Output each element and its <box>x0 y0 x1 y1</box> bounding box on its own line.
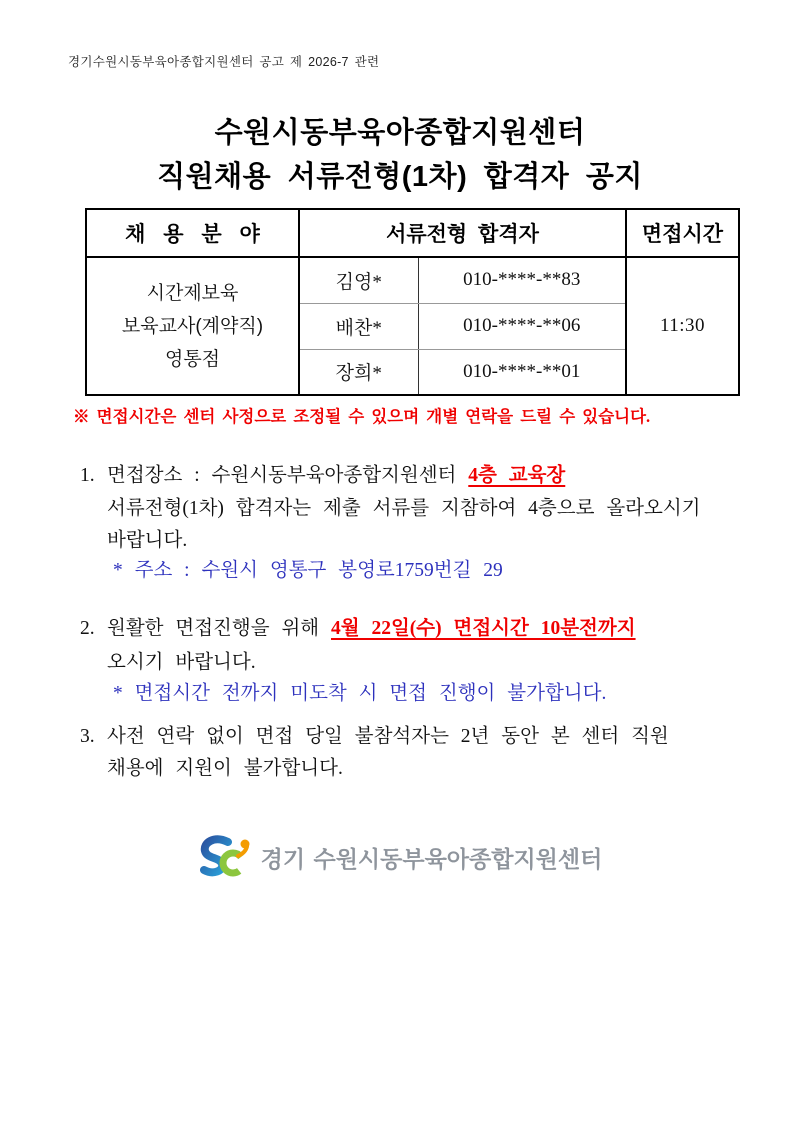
category-cell <box>86 257 299 395</box>
item1-text: 면접장소 : 수원시동부육아종합지원센터 <box>107 465 469 486</box>
table-header-row <box>86 209 739 257</box>
item2-line1 <box>80 612 636 640</box>
item2-line2: 오시기 바랍니다. <box>107 652 256 673</box>
category-line: 시간제보육 <box>146 282 239 304</box>
item1-line2: 서류전형(1차) 합격자는 제출 서류를 지참하여 4층으로 올라오시기 <box>107 498 701 519</box>
passer-name: 김영* <box>299 257 418 303</box>
center-logo-icon <box>198 834 252 880</box>
title-line-1: 수원시동부육아종합지원센터 <box>214 117 586 149</box>
item1-highlight: 4층 교육장 <box>468 465 566 486</box>
passer-name: 장희* <box>299 349 418 395</box>
item2-number: 2. <box>80 618 95 639</box>
category-line: 보육교사(계약직) <box>121 315 264 337</box>
item3-line1 <box>80 720 669 748</box>
item2-highlight: 4월 22일(수) 면접시간 10분전까지 <box>331 618 636 639</box>
item1-line1 <box>80 459 565 487</box>
item1-line3: 바랍니다. <box>107 530 188 551</box>
passer-phone: 010-****-**06 <box>418 303 626 349</box>
interview-time-cell: 11:30 <box>626 257 739 395</box>
interview-time-warning: ※ 면접시간은 센터 사정으로 조정될 수 있으며 개별 연락을 드릴 수 있습니다. <box>73 407 651 426</box>
reference-line: 경기수원시동부육아종합지원센터 공고 제 2026-7 관련 <box>68 55 380 69</box>
footer-org-name: 경기 수원시동부육아종합지원센터 <box>260 845 603 872</box>
table-row <box>86 257 739 303</box>
passer-name: 배찬* <box>299 303 418 349</box>
category-line: 영통점 <box>164 348 221 370</box>
item2-text: 원활한 면접진행을 위해 <box>107 618 331 639</box>
passers-table <box>85 208 740 396</box>
col-header-category: 채 용 분 야 <box>86 209 299 257</box>
item3-text: 사전 연락 없이 면접 당일 불참석자는 2년 동안 본 센터 직원 <box>107 726 669 747</box>
item2-late-note: * 면접시간 전까지 미도착 시 면접 진행이 불가합니다. <box>113 683 607 704</box>
passer-phone: 010-****-**01 <box>463 360 581 382</box>
footer-logo <box>0 834 800 880</box>
col-header-interview-time: 면접시간 <box>626 209 739 257</box>
item3-line2: 채용에 지원이 불가합니다. <box>107 758 343 779</box>
col-header-passers: 서류전형 합격자 <box>299 209 626 257</box>
passer-phone: 010-****-**83 <box>418 257 626 303</box>
title-line-2: 직원채용 서류전형(1차) 합격자 공지 <box>157 161 643 193</box>
item3-number: 3. <box>80 726 95 747</box>
item1-address-note: * 주소 : 수원시 영통구 봉영로1759번길 29 <box>113 560 503 581</box>
item1-number: 1. <box>80 465 95 486</box>
